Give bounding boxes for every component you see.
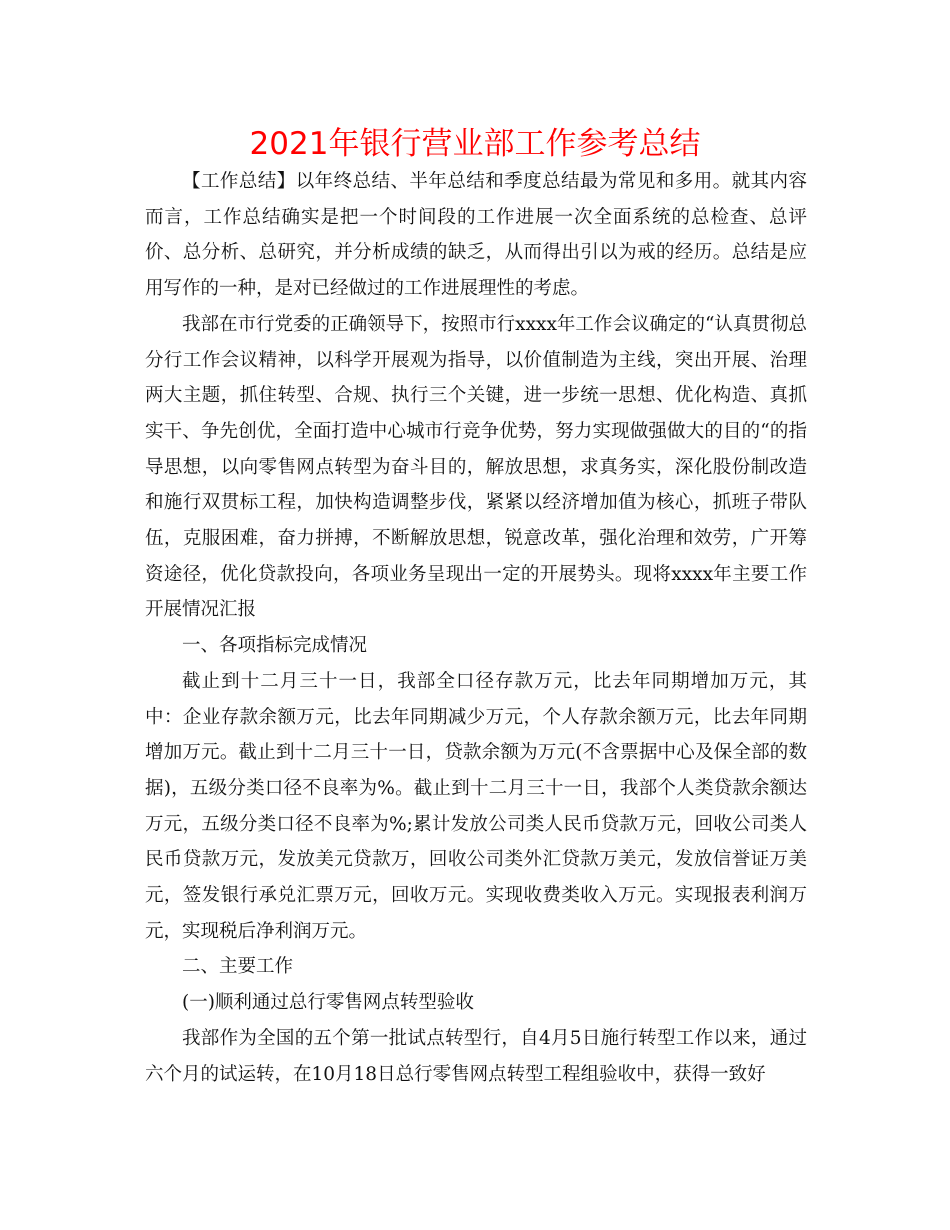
paragraph-indicators: 截止到十二月三十一日，我部全口径存款万元，比去年同期增加万元，其中：企业存款余额万元，比去年同期减少万元，个人存款余额万元，比去年同期增加万元。截止到十二月三十一日，贷款余额为万元(不含票据中心及保全部的数据)，五级分类口径不良率为%。截止到十二月三十一日，我部个人类贷款余额达万元，五级分类口径不良率为%;累计发放公司类人民币贷款万元，回收公司类人民币贷款万元，发放美元贷款万，回收公司类外汇贷款万美元，发放信誉证万美元，签发银行承兑汇票万元，回收万元。实现收费类收入万元。实现报表利润万元，实现税后净利润万元。 <box>145 670 807 942</box>
subsection-heading-transformation: (一)顺利通过总行零售网点转型验收 <box>182 992 474 1014</box>
paragraph-overview: 我部在市行党委的正确领导下，按照市行xxxx年工作会议确定的“认真贯彻总分行工作会议精神，以科学开展观为指导，以价值制造为主线，突出开展、治理两大主题，抓住转型、合规、执行三个关键，进一步统一思想、优化构造、真抓实干、争先创优，全面打造中心城市行竞争优势，努力实现做强做大的目的“的指导思想，以向零售网点转型为奋斗目的，解放思想，求真务实，深化股份制改造和施行双贯标工程，加快构造调整步伐，紧紧以经济增加值为核心，抓班子带队伍，克服困难，奋力拼搏，不断解放思想，锐意改革，强化治理和效劳，广开筹资途径，优化贷款投向，各项业务呈现出一定的开展势头。现将xxxx年主要工作开展情况汇报 <box>145 313 807 621</box>
section-heading-main-work: 二、主要工作 <box>182 956 294 978</box>
document-title: 2021年银行营业部工作参考总结 <box>249 126 701 162</box>
section-heading-indicators: 一、各项指标完成情况 <box>182 635 368 657</box>
paragraph-transformation: 我部作为全国的五个第一批试点转型行，自4月5日施行转型工作以来，通过六个月的试运转，在10月18日总行零售网点转型工程组验收中，获得一致好 <box>145 1027 807 1085</box>
paragraph-intro: 【工作总结】以年终总结、半年总结和季度总结最为常见和多用。就其内容而言，工作总结确实是把一个时间段的工作进展一次全面系统的总检查、总评价、总分析、总研究，并分析成绩的缺乏，从而得出引以为戒的经历。总结是应用写作的一种，是对已经做过的工作进展理性的考虑。 <box>145 171 807 300</box>
document-body <box>145 164 807 1092</box>
